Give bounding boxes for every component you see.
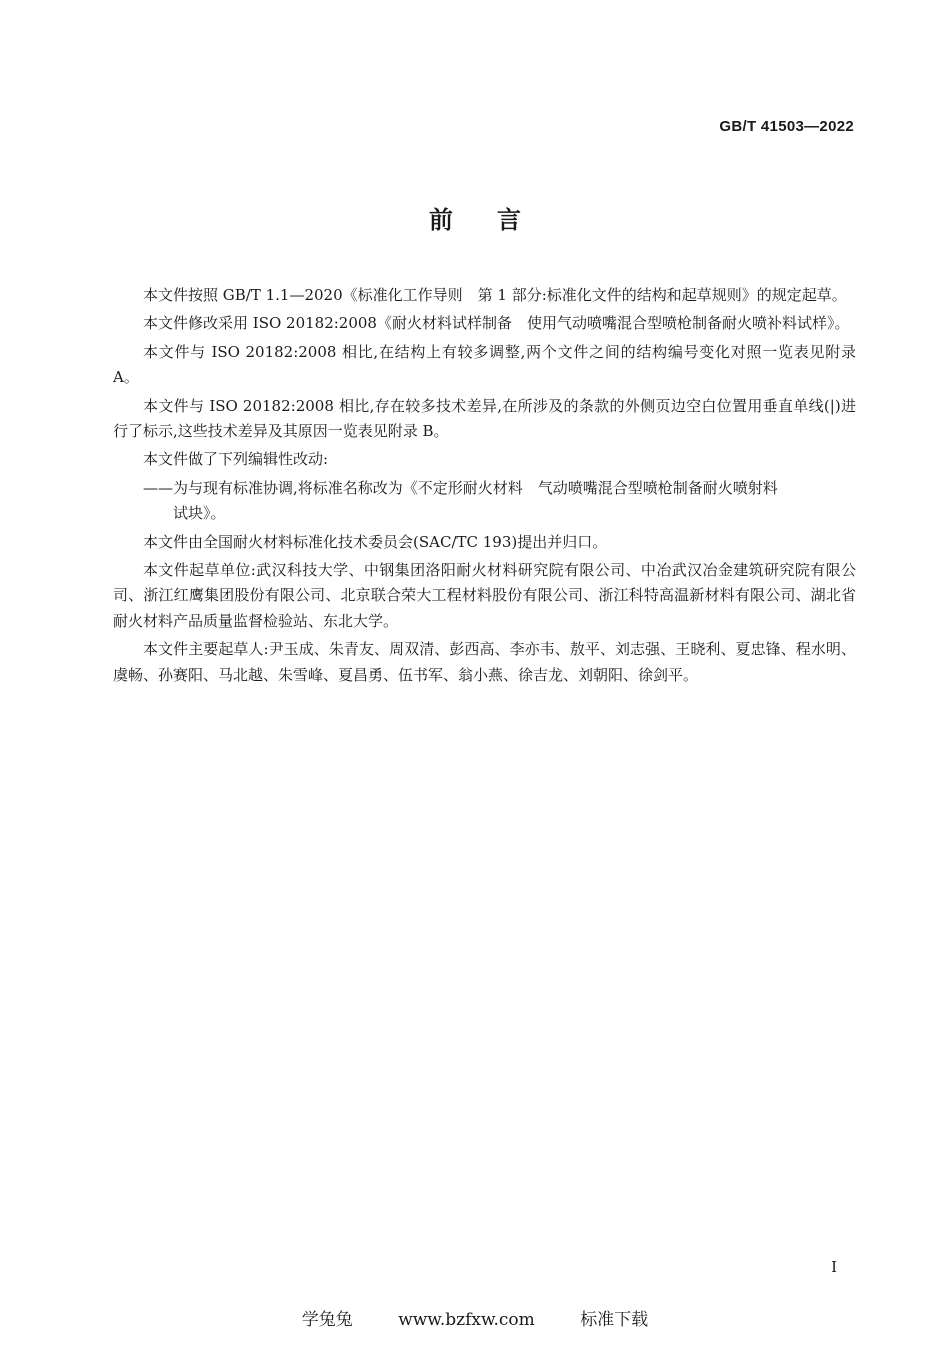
footer-url-link[interactable]: www.bzfxw.com bbox=[398, 1310, 535, 1330]
paragraph: 本文件做了下列编辑性改动: bbox=[143, 450, 329, 469]
page-title: 前言 bbox=[429, 206, 565, 234]
paragraph: 本文件修改采用 ISO 20182:2008《耐火材料试样制备 使用气动喷嘴混合型喷枪制备耐火喷补料试样》。 bbox=[143, 314, 850, 333]
paragraph: 本文件按照 GB/T 1.1—2020《标准化工作导则 第 1 部分:标准化文件的结构和起草规则》的规定起草。 bbox=[143, 286, 847, 304]
paragraph: 本文件与 ISO 20182:2008 相比,存在较多技术差异,在所涉及的条款的外侧页边空白位置用垂直单线(|)进行了标示,这些技术差异及其原因一览表见附录 B。 bbox=[113, 396, 856, 441]
list-item-line1: ——为与现有标准协调,将标准名称改为《不定形耐火材料 气动喷嘴混合型喷枪制备耐火喷射料 bbox=[143, 478, 778, 497]
page-number: I bbox=[831, 1258, 837, 1276]
footer-banner bbox=[0, 1305, 950, 1330]
footer-tagline: 标准下载 bbox=[580, 1310, 649, 1330]
foreword-body bbox=[113, 283, 856, 691]
paragraph: 本文件由全国耐火材料标准化技术委员会(SAC/TC 193)提出并归口。 bbox=[143, 532, 608, 551]
standard-code: GB/T 41503—2022 bbox=[719, 118, 854, 135]
list-item-line2: 试块》。 bbox=[173, 504, 226, 523]
footer-site-name: 学兔兔 bbox=[301, 1310, 353, 1330]
paragraph: 本文件主要起草人:尹玉成、朱青友、周双清、彭西高、李亦韦、敖平、刘志强、王晓利、夏忠锋、程水明、虞畅、孙赛阳、马北越、朱雪峰、夏昌勇、伍书军、翁小燕、徐吉龙、刘朝阳、徐剑平。 bbox=[113, 640, 856, 684]
paragraph: 本文件起草单位:武汉科技大学、中钢集团洛阳耐火材料研究院有限公司、中冶武汉冶金建筑研究院有限公司、浙江红鹰集团股份有限公司、北京联合荣大工程材料股份有限公司、浙江科特高温新材料有限公司、湖北省耐火材料产品质量监督检验站、东北大学。 bbox=[113, 561, 856, 630]
paragraph: 本文件与 ISO 20182:2008 相比,在结构上有较多调整,两个文件之间的结构编号变化对照一览表见附录 A。 bbox=[113, 342, 856, 387]
list-item bbox=[113, 476, 856, 527]
